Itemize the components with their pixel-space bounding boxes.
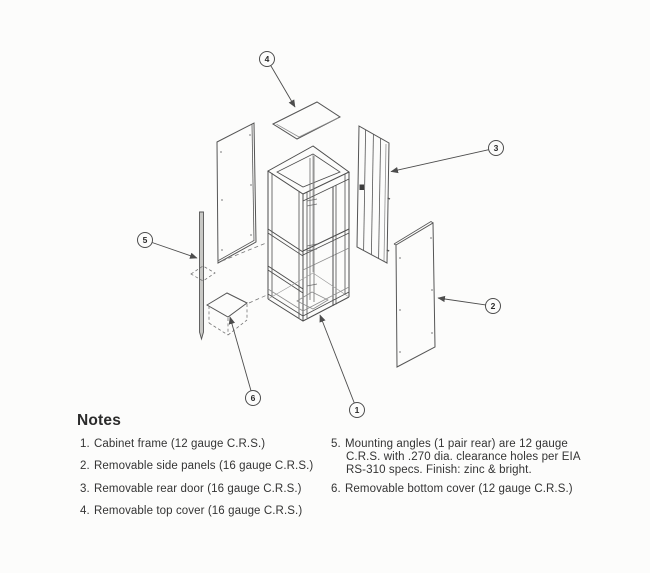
note-5-number: 5. (331, 438, 341, 450)
callout-4-label: 4 (264, 54, 270, 64)
note-6-line (331, 483, 573, 496)
notes-heading: Notes (77, 412, 122, 429)
note-item-2 (80, 460, 313, 472)
note-item-6 (331, 483, 573, 496)
note-2-number: 2. (80, 460, 90, 472)
callout-4 (260, 52, 275, 67)
note-4-text: Removable top cover (16 gauge C.R.S.) (94, 505, 303, 517)
rear-door-panel (357, 126, 390, 263)
callout-2-label: 2 (490, 301, 496, 311)
leader-mounting-angle (152, 243, 197, 259)
note-item-4 (80, 505, 302, 517)
right-side-panel (394, 222, 435, 368)
bottom-cover-panel (207, 293, 247, 335)
note-5-line-2: C.R.S. with .270 dia. clearance holes per EIA (346, 451, 581, 464)
leader-side-panel (438, 298, 486, 305)
eia-mounting-rails (307, 156, 317, 302)
mounting-angle-bar (191, 212, 215, 339)
note-6-number: 6. (331, 483, 341, 495)
cabinet-frame (268, 146, 349, 321)
callout-5 (138, 233, 153, 248)
note-3-text: Removable rear door (16 gauge C.R.S.) (94, 483, 302, 495)
callout-1 (350, 403, 365, 418)
note-1-number: 1. (80, 438, 90, 450)
left-side-panel (217, 123, 256, 263)
callout-2 (486, 299, 501, 314)
note-4-number: 4. (80, 505, 90, 517)
callout-6 (246, 391, 261, 406)
top-cover-panel (273, 102, 340, 139)
note-2-text: Removable side panels (16 gauge C.R.S.) (94, 460, 314, 472)
callout-1-label: 1 (354, 405, 360, 415)
note-item-3 (80, 483, 302, 495)
note-6-text: Removable bottom cover (12 gauge C.R.S.) (345, 483, 573, 495)
note-item-5 (331, 438, 581, 478)
note-3-number: 3. (80, 483, 90, 495)
callout-5-label: 5 (142, 235, 148, 245)
callout-6-label: 6 (250, 393, 256, 403)
note-item-1 (80, 438, 265, 450)
leader-top-cover (271, 66, 295, 108)
note-5-text-1: Mounting angles (1 pair rear) are 12 gauge (345, 438, 568, 450)
door-latch (360, 185, 365, 191)
note-5-line-3: RS-310 specs. Finish: zinc & bright. (346, 464, 532, 477)
callout-3 (489, 141, 504, 156)
callout-3-label: 3 (493, 143, 499, 153)
leader-rear-door (391, 150, 489, 172)
leader-cabinet-frame (320, 315, 354, 403)
note-5-line-1 (331, 438, 581, 451)
leader-bottom-cover (230, 317, 251, 391)
note-1-text: Cabinet frame (12 gauge C.R.S.) (94, 438, 266, 450)
